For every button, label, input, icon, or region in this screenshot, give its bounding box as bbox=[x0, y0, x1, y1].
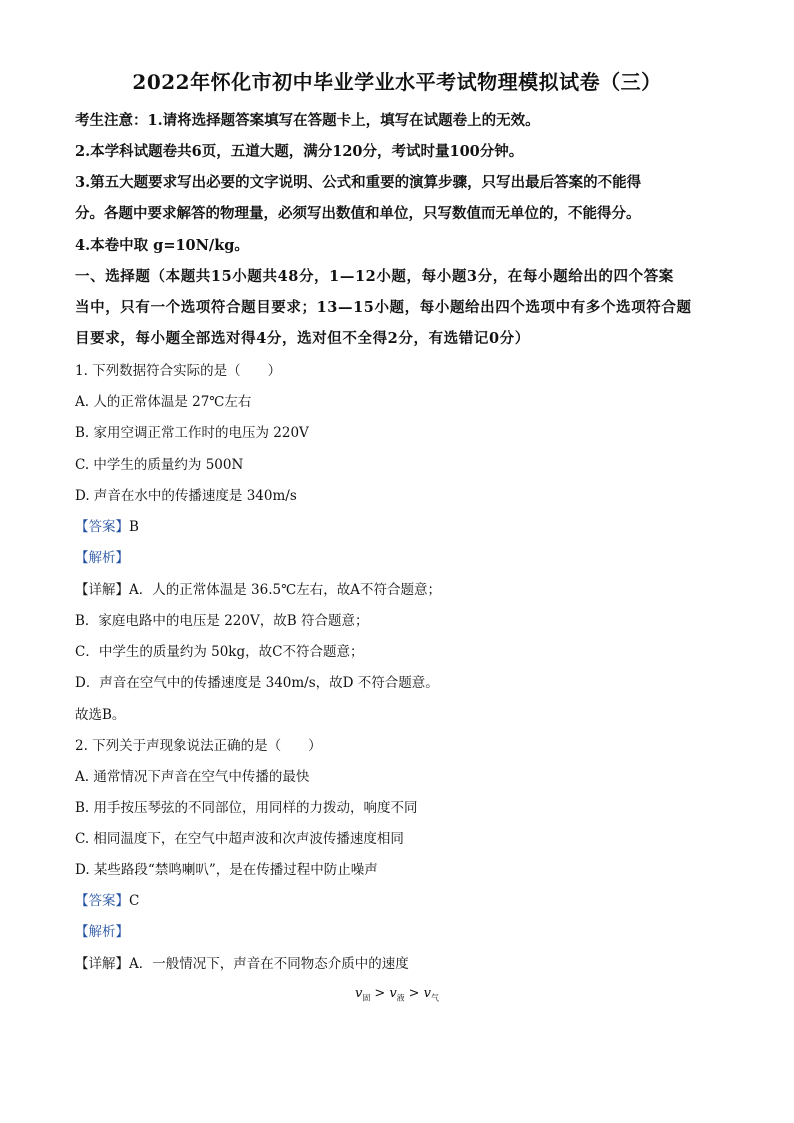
question-1-option-b: B. 家用空调正常工作时的电压为 220V bbox=[75, 425, 309, 441]
question-2-option-a: A. 通常情况下声音在空气中传播的最快 bbox=[75, 769, 310, 785]
question-1-stem: 1. 下列数据符合实际的是（ ） bbox=[75, 363, 282, 379]
note-line-2: 2.本学科试题卷共6页，五道大题，满分120分，考试时量100分钟。 bbox=[75, 143, 524, 160]
question-2-option-c: C. 相同温度下，在空气中超声波和次声波传播速度相同 bbox=[75, 831, 404, 847]
answer-tag: 【答案】 bbox=[75, 519, 129, 535]
section-heading-line-3: 目要求，每小题全部选对得4分，选对但不全得2分，有选错记0分） bbox=[75, 330, 530, 347]
detail-text: A．人的正常体温是 36.5℃左右，故A不符合题意； bbox=[129, 582, 441, 598]
answer-value: C bbox=[129, 893, 140, 909]
question-1-detail-d: D．声音在空气中的传播速度是 340m/s，故D 不符合题意。 bbox=[75, 675, 439, 691]
answer-tag: 【答案】 bbox=[75, 893, 129, 909]
answer-value: B bbox=[129, 519, 139, 535]
detail-tag: 【详解】 bbox=[75, 956, 129, 972]
question-1-option-a: A. 人的正常体温是 27℃左右 bbox=[75, 394, 252, 410]
question-1-detail-b: B．家庭电路中的电压是 220V，故B 符合题意； bbox=[75, 613, 369, 629]
question-1-analysis-tag: 【解析】 bbox=[75, 550, 129, 566]
detail-text: A．一般情况下，声音在不同物态介质中的速度 bbox=[129, 956, 409, 972]
question-2-option-b: B. 用手按压琴弦的不同部位，用同样的力拨动，响度不同 bbox=[75, 800, 418, 816]
section-heading-line-2: 当中，只有一个选项符合题目要求；13—15小题，每小题给出四个选项中有多个选项符合题 bbox=[75, 299, 692, 316]
question-2-analysis-tag: 【解析】 bbox=[75, 924, 129, 940]
question-1-detail-a bbox=[75, 578, 441, 598]
note-line-3: 3.第五大题要求写出必要的文字说明、公式和重要的演算步骤，只写出最后答案的不能得 bbox=[75, 174, 642, 191]
question-1-answer bbox=[75, 515, 139, 535]
question-1-conclusion: 故选B。 bbox=[75, 707, 126, 723]
question-2-answer bbox=[75, 889, 139, 909]
question-2-detail bbox=[75, 952, 409, 972]
question-1-option-d: D. 声音在水中的传播速度是 340m/s bbox=[75, 488, 297, 504]
note-line-4: 分。各题中要求解答的物理量，必须写出数值和单位，只写数值而无单位的，不能得分。 bbox=[75, 205, 641, 222]
question-2-stem: 2. 下列关于声现象说法正确的是（ ） bbox=[75, 738, 322, 754]
section-heading-line-1: 一、选择题（本题共15小题共48分，1—12小题，每小题3分，在每小题给出的四个答案 bbox=[75, 268, 674, 285]
question-2-option-d: D. 某些路段“禁鸣喇叭”，是在传播过程中防止噪声 bbox=[75, 862, 378, 878]
page-title: 2022年怀化市初中毕业学业水平考试物理模拟试卷（三） bbox=[132, 70, 662, 94]
question-1-option-c: C. 中学生的质量约为 500N bbox=[75, 457, 244, 473]
question-1-detail-c: C．中学生的质量约为 50kg，故C不符合题意； bbox=[75, 644, 364, 660]
note-line-5: 4.本卷中取 g=10N/kg。 bbox=[75, 237, 249, 254]
note-line-1: 考生注意：1.请将选择题答案填写在答题卡上，填写在试题卷上的无效。 bbox=[75, 112, 540, 129]
speed-comparison-formula: $v_固 > v_液 > v_气$ bbox=[355, 986, 439, 1003]
detail-tag: 【详解】 bbox=[75, 582, 129, 598]
